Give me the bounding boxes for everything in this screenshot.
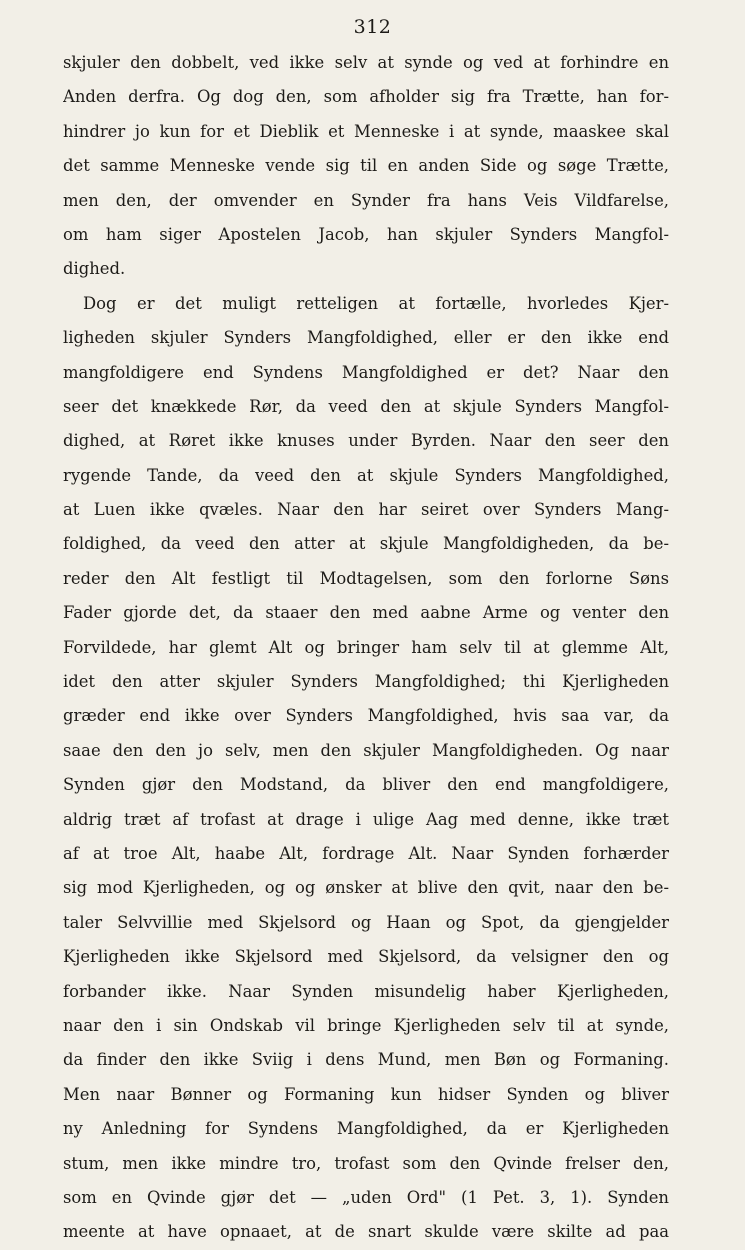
text-line: rygende Tande, da veed den at skjule Synders Mangfoldighed,	[63, 465, 669, 485]
text-line: naar den i sin Ondskab vil bringe Kjerligheden selv til at synde,	[63, 1015, 669, 1035]
text-line: taler Selvvillie med Skjelsord og Haan og Spot, da gjengjelder	[63, 912, 669, 932]
text-line: dighed.	[63, 259, 126, 279]
text-line: stum, men ikke mindre tro, trofast som den Qvinde frelser den,	[63, 1153, 669, 1173]
text-line: Dog er det muligt retteligen at fortælle, hvorledes Kjer-	[83, 293, 669, 313]
text-line: ny Anledning for Syndens Mangfoldighed, da er Kjerligheden	[63, 1119, 669, 1139]
text-line: Synden gjør den Modstand, da bliver den end mangfoldigere,	[63, 775, 669, 795]
text-line: saae den den jo selv, men den skjuler Mangfoldigheden. Og naar	[63, 740, 669, 760]
text-line: at Luen ikke qvæles. Naar den har seiret over Synders Mang-	[63, 500, 669, 520]
text-line: seer det knækkede Rør, da veed den at skjule Synders Mangfol-	[63, 396, 669, 416]
text-line: ligheden skjuler Synders Mangfoldighed, eller er den ikke end	[63, 328, 669, 348]
text-line: reder den Alt festligt til Modtagelsen, som den forlorne Søns	[63, 568, 669, 588]
text-line: Fader gjorde det, da staaer den med aabne Arme og venter den	[63, 603, 669, 623]
text-line: idet den atter skjuler Synders Mangfoldighed; thi Kjerligheden	[63, 672, 669, 692]
text-line: af at troe Alt, haabe Alt, fordrage Alt. Naar Synden forhærder	[63, 843, 669, 863]
text-line: skjuler den dobbelt, ved ikke selv at synde og ved at forhindre en	[63, 53, 669, 72]
text-line: hindrer jo kun for et Dieblik et Menneske i at synde, maaskee skal	[63, 121, 669, 141]
text-line: det samme Menneske vende sig til en anden Side og søge Trætte,	[63, 156, 669, 176]
text-line: aldrig træt af trofast at drage i ulige Aag med denne, ikke træt	[63, 809, 669, 829]
text-line: som en Qvinde gjør det — „uden Ord" (1 Pet. 3, 1). Synden	[63, 1187, 669, 1207]
text-line: græder end ikke over Synders Mangfoldighed, hvis saa var, da	[63, 706, 669, 726]
text-line: Anden derfra. Og dog den, som afholder sig fra Trætte, han for-	[63, 87, 669, 107]
text-line: meente at have opnaaet, at de snart skulde være skilte ad paa	[63, 1222, 669, 1242]
text-line: dighed, at Røret ikke knuses under Byrden. Naar den seer den	[63, 431, 669, 451]
text-line: sig mod Kjerligheden, og og ønsker at blive den qvit, naar den be-	[63, 878, 669, 898]
body-text	[63, 46, 669, 1250]
page-number: 312	[353, 16, 392, 38]
text-line: om ham siger Apostelen Jacob, han skjuler Synders Mangfol-	[63, 224, 669, 244]
text-line: Kjerligheden ikke Skjelsord med Skjelsord, da velsigner den og	[63, 947, 669, 967]
text-line: forbander ikke. Naar Synden misundelig haber Kjerligheden,	[63, 981, 669, 1001]
text-line: Forvildede, har glemt Alt og bringer ham selv til at glemme Alt,	[63, 637, 669, 657]
text-line: da finder den ikke Sviig i dens Mund, men Bøn og Formaning.	[63, 1050, 669, 1070]
text-line: men den, der omvender en Synder fra hans Veis Vildfarelse,	[63, 190, 669, 210]
text-line: foldighed, da veed den atter at skjule Mangfoldigheden, da be-	[63, 534, 669, 554]
text-line: Men naar Bønner og Formaning kun hidser Synden og bliver	[63, 1084, 669, 1104]
text-line: mangfoldigere end Syndens Mangfoldighed er det? Naar den	[63, 362, 669, 382]
